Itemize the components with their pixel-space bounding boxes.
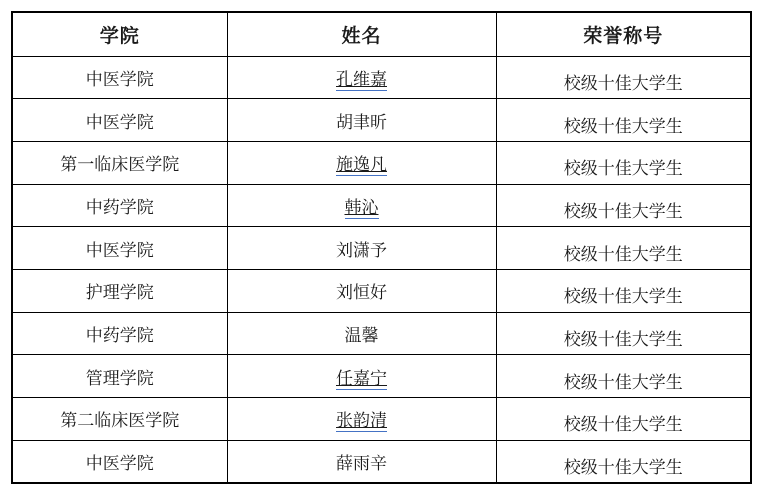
honor-cell — [496, 184, 751, 227]
name-cell — [227, 141, 496, 184]
honor-text: 校级十佳大学生 — [563, 244, 683, 264]
honor-cell — [496, 440, 751, 483]
honor-text: 校级十佳大学生 — [563, 159, 683, 179]
table-row — [12, 355, 751, 398]
college-cell — [12, 269, 227, 312]
college-cell — [12, 99, 227, 142]
honor-text: 校级十佳大学生 — [563, 73, 683, 93]
student-name-link[interactable]: 施逸凡 — [336, 155, 387, 175]
student-name-link[interactable]: 韩沁 — [344, 197, 379, 217]
student-name: 胡聿昕 — [336, 112, 387, 132]
table-row — [12, 56, 751, 99]
college-text: 中医学院 — [85, 112, 154, 132]
honor-text: 校级十佳大学生 — [563, 116, 683, 136]
student-name: 薛雨辛 — [336, 453, 387, 473]
honor-cell — [496, 227, 751, 270]
name-cell — [227, 227, 496, 270]
college-cell — [12, 184, 227, 227]
col-header-honor: 荣誉称号 — [496, 12, 751, 56]
college-text: 中医学院 — [85, 453, 154, 473]
honor-cell — [496, 398, 751, 441]
student-name-link[interactable]: 任嘉宁 — [336, 368, 387, 388]
honor-cell — [496, 355, 751, 398]
honor-cell — [496, 99, 751, 142]
honor-text: 校级十佳大学生 — [563, 329, 683, 349]
name-cell — [227, 56, 496, 99]
college-text: 管理学院 — [85, 368, 154, 388]
college-text: 中医学院 — [85, 240, 154, 260]
college-cell — [12, 141, 227, 184]
name-cell — [227, 312, 496, 355]
header-row — [12, 12, 751, 56]
college-cell — [12, 56, 227, 99]
table-row — [12, 398, 751, 441]
college-text: 护理学院 — [85, 283, 154, 303]
honor-text: 校级十佳大学生 — [563, 287, 683, 307]
name-cell — [227, 99, 496, 142]
college-cell — [12, 312, 227, 355]
name-cell — [227, 398, 496, 441]
student-name-link[interactable]: 孔维嘉 — [336, 69, 387, 89]
honor-cell — [496, 141, 751, 184]
table-row — [12, 99, 751, 142]
college-text: 第一临床医学院 — [60, 155, 180, 175]
col-header-name: 姓名 — [227, 12, 496, 56]
honor-cell — [496, 56, 751, 99]
honor-text: 校级十佳大学生 — [563, 415, 683, 435]
name-cell — [227, 355, 496, 398]
college-text: 中药学院 — [85, 197, 154, 217]
college-cell — [12, 398, 227, 441]
table-row — [12, 269, 751, 312]
honor-cell — [496, 269, 751, 312]
college-cell — [12, 440, 227, 483]
name-cell — [227, 269, 496, 312]
college-cell — [12, 227, 227, 270]
table-row — [12, 227, 751, 270]
honor-table — [11, 11, 752, 484]
student-name-link[interactable]: 张韵清 — [336, 411, 387, 431]
student-name: 刘恒好 — [336, 283, 387, 303]
college-text: 第二临床医学院 — [60, 411, 180, 431]
student-name: 温馨 — [344, 325, 379, 345]
honor-cell — [496, 312, 751, 355]
honor-text: 校级十佳大学生 — [563, 372, 683, 392]
honor-text: 校级十佳大学生 — [563, 457, 683, 477]
honor-text: 校级十佳大学生 — [563, 201, 683, 221]
college-text: 中药学院 — [85, 325, 154, 345]
name-cell — [227, 440, 496, 483]
college-cell — [12, 355, 227, 398]
name-cell — [227, 184, 496, 227]
table-row — [12, 141, 751, 184]
table-row — [12, 440, 751, 483]
college-text: 中医学院 — [85, 69, 154, 89]
table-row — [12, 312, 751, 355]
student-name: 刘潇予 — [336, 240, 387, 260]
col-header-college: 学院 — [12, 12, 227, 56]
table-row — [12, 184, 751, 227]
